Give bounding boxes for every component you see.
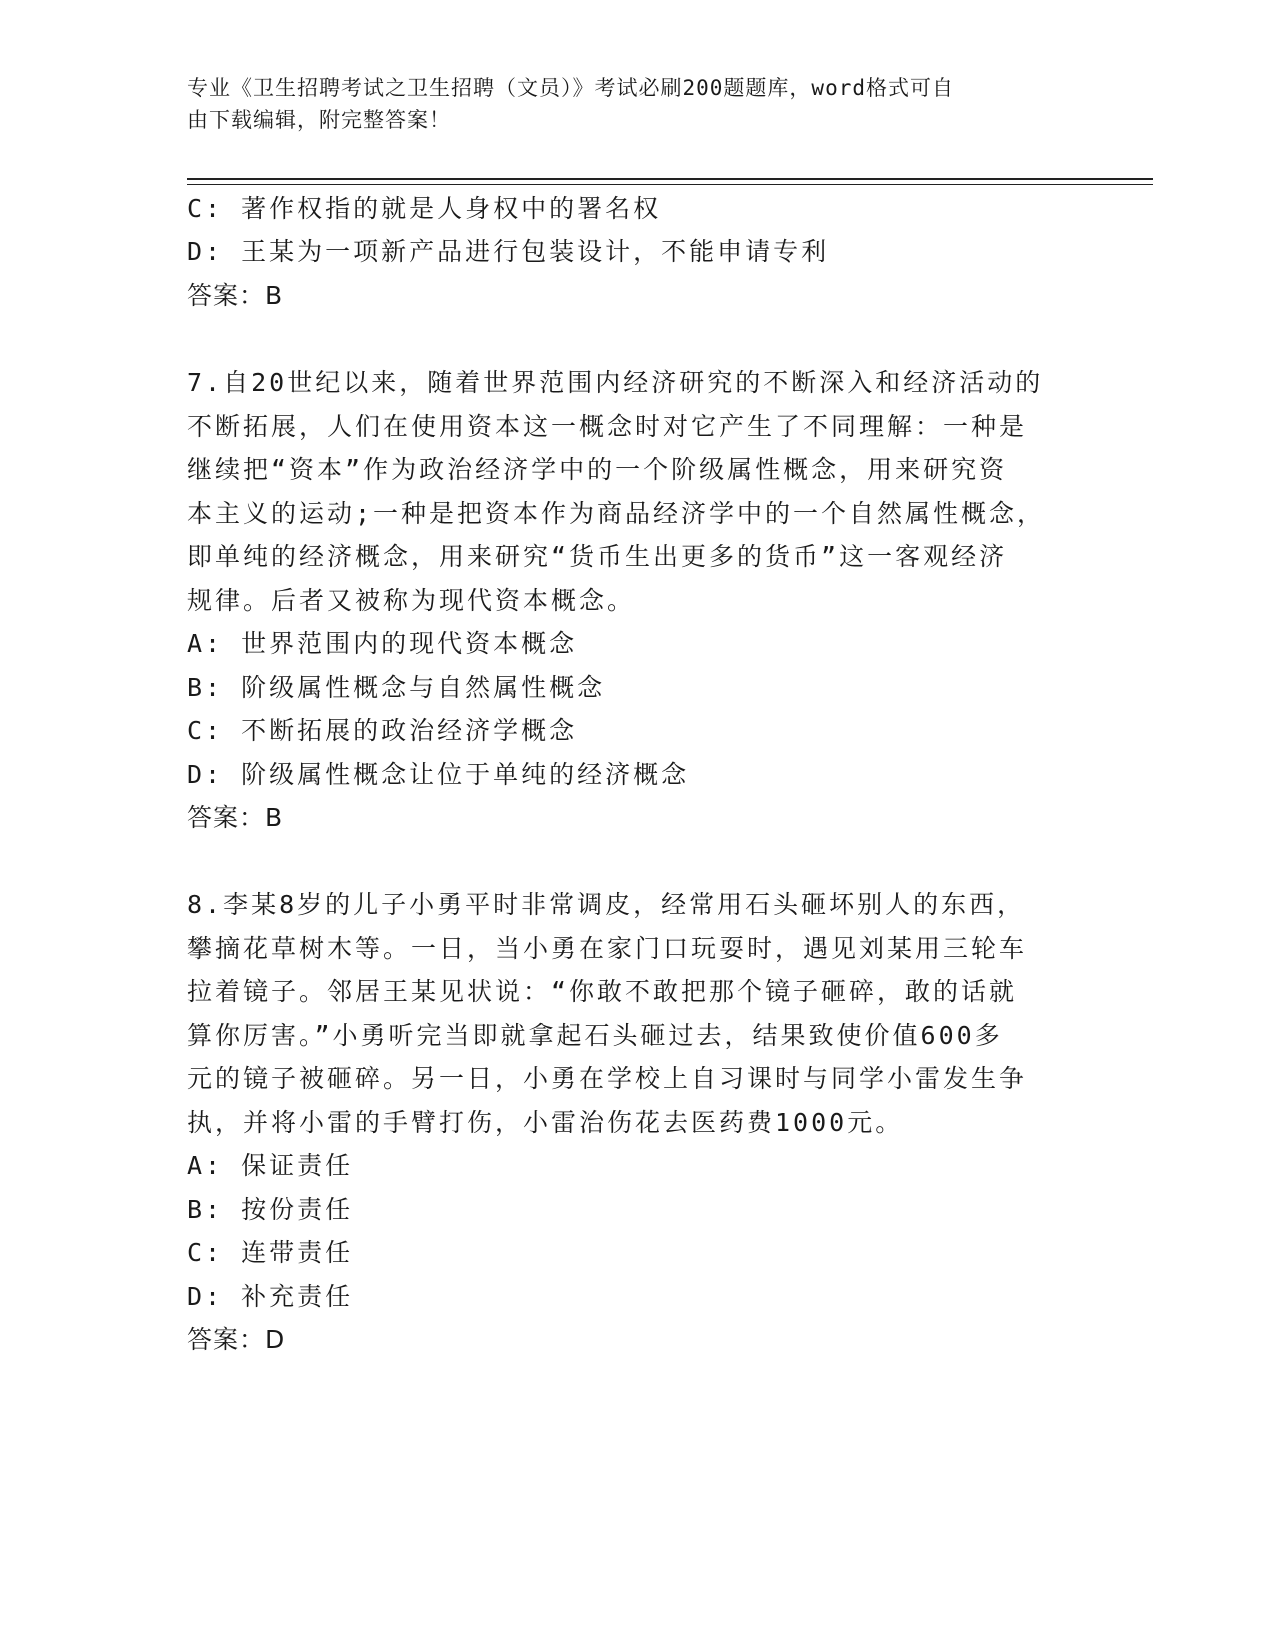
q8-option-a: A: 保证责任 xyxy=(187,1151,354,1180)
q7-option-a: A: 世界范围内的现代资本概念 xyxy=(187,629,578,658)
q8-stem-line-2: 攀摘花草树木等。一日，当小勇在家门口玩耍时，遇见刘某用三轮车 xyxy=(187,934,1028,963)
header-divider-thick xyxy=(187,178,1153,180)
prev-option-c: C: 著作权指的就是人身权中的署名权 xyxy=(187,194,662,223)
q7-option-d: D: 阶级属性概念让位于单纯的经济概念 xyxy=(187,760,690,789)
q8-answer: 答案：D xyxy=(187,1325,286,1354)
header-line-2: 由下载编辑，附完整答案！ xyxy=(187,108,451,132)
q7-stem-line-3: 继续把“资本”作为政治经济学中的一个阶级属性概念，用来研究资 xyxy=(187,455,1008,484)
q8-stem-line-1: 8.李某8岁的儿子小勇平时非常调皮，经常用石头砸坏别人的东西， xyxy=(187,890,1026,919)
q7-option-b: B: 阶级属性概念与自然属性概念 xyxy=(187,673,606,702)
header-line-1: 专业《卫生招聘考试之卫生招聘（文员）》考试必刷200题题库，word格式可自 xyxy=(187,76,954,100)
q7-stem-line-1: 7.自20世纪以来，随着世界范围内经济研究的不断深入和经济活动的 xyxy=(187,368,1044,397)
q7-stem-line-2: 不断拓展，人们在使用资本这一概念时对它产生了不同理解：一种是 xyxy=(187,412,1028,441)
q8-option-d: D: 补充责任 xyxy=(187,1282,354,1311)
q8-option-b: B: 按份责任 xyxy=(187,1195,354,1224)
q7-answer: 答案：B xyxy=(187,803,284,832)
q7-stem-line-4: 本主义的运动;一种是把资本作为商品经济学中的一个自然属性概念， xyxy=(187,499,1046,528)
q8-stem-line-3: 拉着镜子。邻居王某见状说：“你敢不敢把那个镜子砸碎，敢的话就 xyxy=(187,977,1018,1006)
q7-stem-line-6: 规律。后者又被称为现代资本概念。 xyxy=(187,586,636,615)
q7-stem-line-5: 即单纯的经济概念，用来研究“货币生出更多的货币”这一客观经济 xyxy=(187,542,1008,571)
q8-option-c: C: 连带责任 xyxy=(187,1238,354,1267)
header-divider-thin xyxy=(187,184,1153,185)
document-header xyxy=(187,72,1067,136)
prev-answer: 答案：B xyxy=(187,281,284,310)
prev-option-d: D: 王某为一项新产品进行包装设计，不能申请专利 xyxy=(187,237,830,266)
q8-stem-line-5: 元的镜子被砸碎。另一日，小勇在学校上自习课时与同学小雷发生争 xyxy=(187,1064,1028,1093)
q8-stem-line-4: 算你厉害。”小勇听完当即就拿起石头砸过去，结果致使价值600多 xyxy=(187,1021,1003,1050)
q8-stem-line-6: 执，并将小雷的手臂打伤，小雷治伤花去医药费1000元。 xyxy=(187,1108,904,1137)
q7-option-c: C: 不断拓展的政治经济学概念 xyxy=(187,716,578,745)
